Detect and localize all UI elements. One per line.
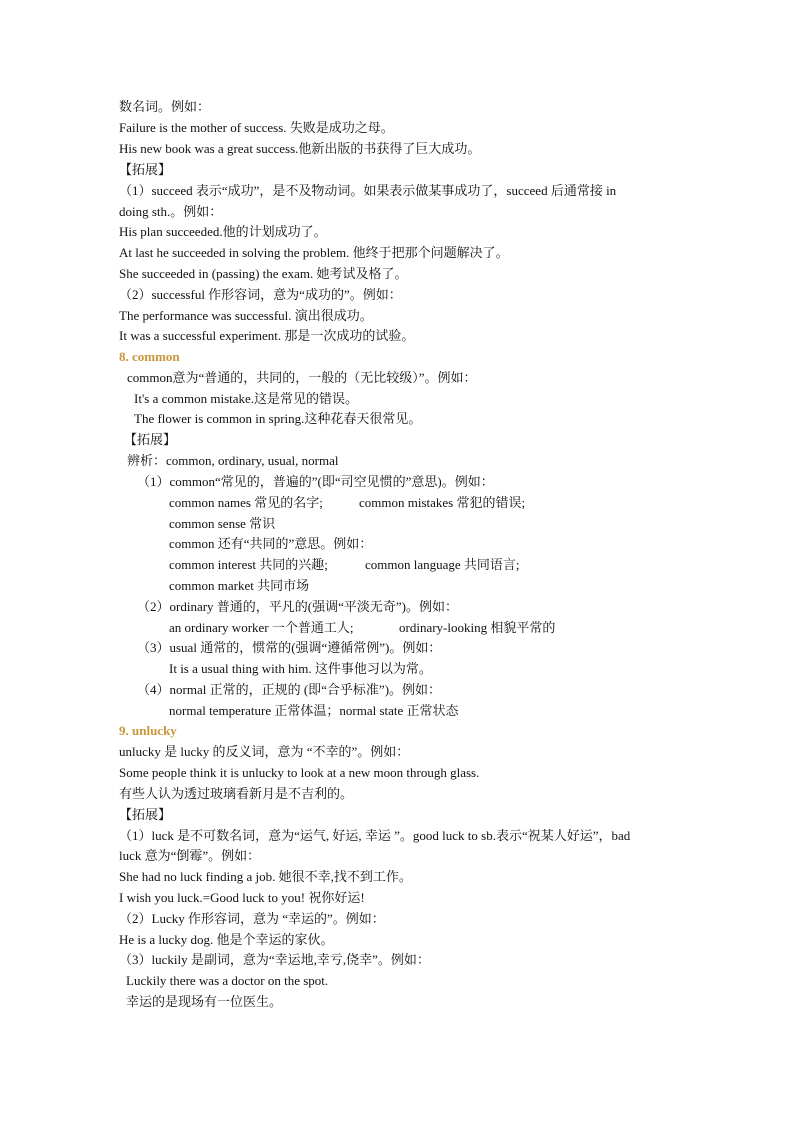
example-line: Luckily there was a doctor on the spot. — [126, 973, 329, 988]
text-line: common 还有“共同的”意思。例如： — [169, 536, 373, 551]
example-line: 有些人认为透过玻璃看新月是不吉利的。 — [119, 786, 354, 801]
example-line: It is a usual thing with him. 这件事他习以为常。 — [169, 661, 432, 676]
text-line: （3）luckily 是副词，意为“幸运地,幸亏,侥幸”。例如： — [119, 952, 430, 967]
example-phrase: common names 常见的名字; — [169, 495, 323, 510]
text-line: （1）succeed 表示“成功”，是不及物动词。如果表示做某事成功了，succeed 后通常接 in — [119, 183, 617, 198]
text-line: His new book was a great success.他新出版的书获得了巨大成功。 — [119, 141, 481, 156]
example-line: His plan succeeded.他的计划成功了。 — [119, 224, 327, 239]
example-phrase: an ordinary worker 一个普通工人; — [169, 620, 354, 635]
example-pair — [169, 619, 555, 637]
example-phrase: common language 共同语言; — [365, 557, 520, 572]
text-line: luck 意为“倒霉”。例如： — [119, 848, 261, 863]
example-line: She had no luck finding a job. 她很不幸,找不到工作。 — [119, 869, 412, 884]
text-line: Failure is the mother of success. 失败是成功之母。 — [119, 120, 394, 135]
text-line: unlucky 是 lucky 的反义词，意为 “不幸的”。例如： — [119, 744, 410, 759]
example-line: normal temperature 正常体温；normal state 正常状态 — [169, 703, 459, 718]
example-line: common sense 常识 — [169, 516, 276, 531]
example-line: Some people think it is unlucky to look at a new moon through glass. — [119, 765, 480, 780]
text-line: （2）successful 作形容词，意为“成功的”。例如： — [119, 287, 402, 302]
example-line: He is a lucky dog. 他是个幸运的家伙。 — [119, 932, 334, 947]
example-line: common market 共同市场 — [169, 578, 310, 593]
example-phrase: common interest 共同的兴趣; — [169, 557, 328, 572]
text-line: 辨析：common, ordinary, usual, normal — [127, 453, 339, 468]
example-phrase: ordinary-looking 相貌平常的 — [399, 620, 556, 635]
example-phrase: common mistakes 常犯的错误; — [359, 495, 526, 510]
example-line: The flower is common in spring.这种花春天很常见。 — [134, 411, 422, 426]
example-pair — [169, 556, 520, 574]
example-line: I wish you luck.=Good luck to you! 祝你好运! — [119, 890, 365, 905]
text-line: （2）Lucky 作形容词，意为 “幸运的”。例如： — [119, 911, 385, 926]
example-line: The performance was successful. 演出很成功。 — [119, 308, 373, 323]
text-line: 数名词。例如： — [119, 99, 211, 114]
text-line: doing sth.。例如： — [119, 204, 223, 219]
section-label: 【拓展】 — [119, 807, 172, 822]
example-line: At last he succeeded in solving the problem. 他终于把那个问题解决了。 — [119, 245, 509, 260]
text-line: （2）ordinary 普通的，平凡的(强调“平淡无奇”)。例如： — [137, 599, 458, 614]
text-line: （3）usual 通常的，惯常的(强调“遵循常例”)。例如： — [137, 640, 442, 655]
example-line: She succeeded in (passing) the exam. 她考试及格了。 — [119, 266, 408, 281]
section-label: 【拓展】 — [119, 162, 172, 177]
heading-common: 8. common — [119, 349, 180, 364]
heading-unlucky: 9. unlucky — [119, 723, 177, 738]
example-pair — [169, 494, 525, 512]
text-line: （4）normal 正常的，正规的 (即“合乎标准”)。例如： — [137, 682, 442, 697]
example-line: It was a successful experiment. 那是一次成功的试验。 — [119, 328, 415, 343]
example-line: 幸运的是现场有一位医生。 — [126, 994, 283, 1009]
section-label: 【拓展】 — [124, 432, 177, 447]
text-line: （1）luck 是不可数名词，意为“运气, 好运, 幸运 ”。good luck to sb.表示“祝某人好运”，bad — [119, 828, 631, 843]
text-line: common意为“普通的，共同的，一般的（无比较级）”。例如： — [127, 370, 477, 385]
text-line: （1）common“常见的，普遍的”(即“司空见惯的”意思)。例如： — [137, 474, 494, 489]
example-line: It's a common mistake.这是常见的错误。 — [134, 391, 359, 406]
